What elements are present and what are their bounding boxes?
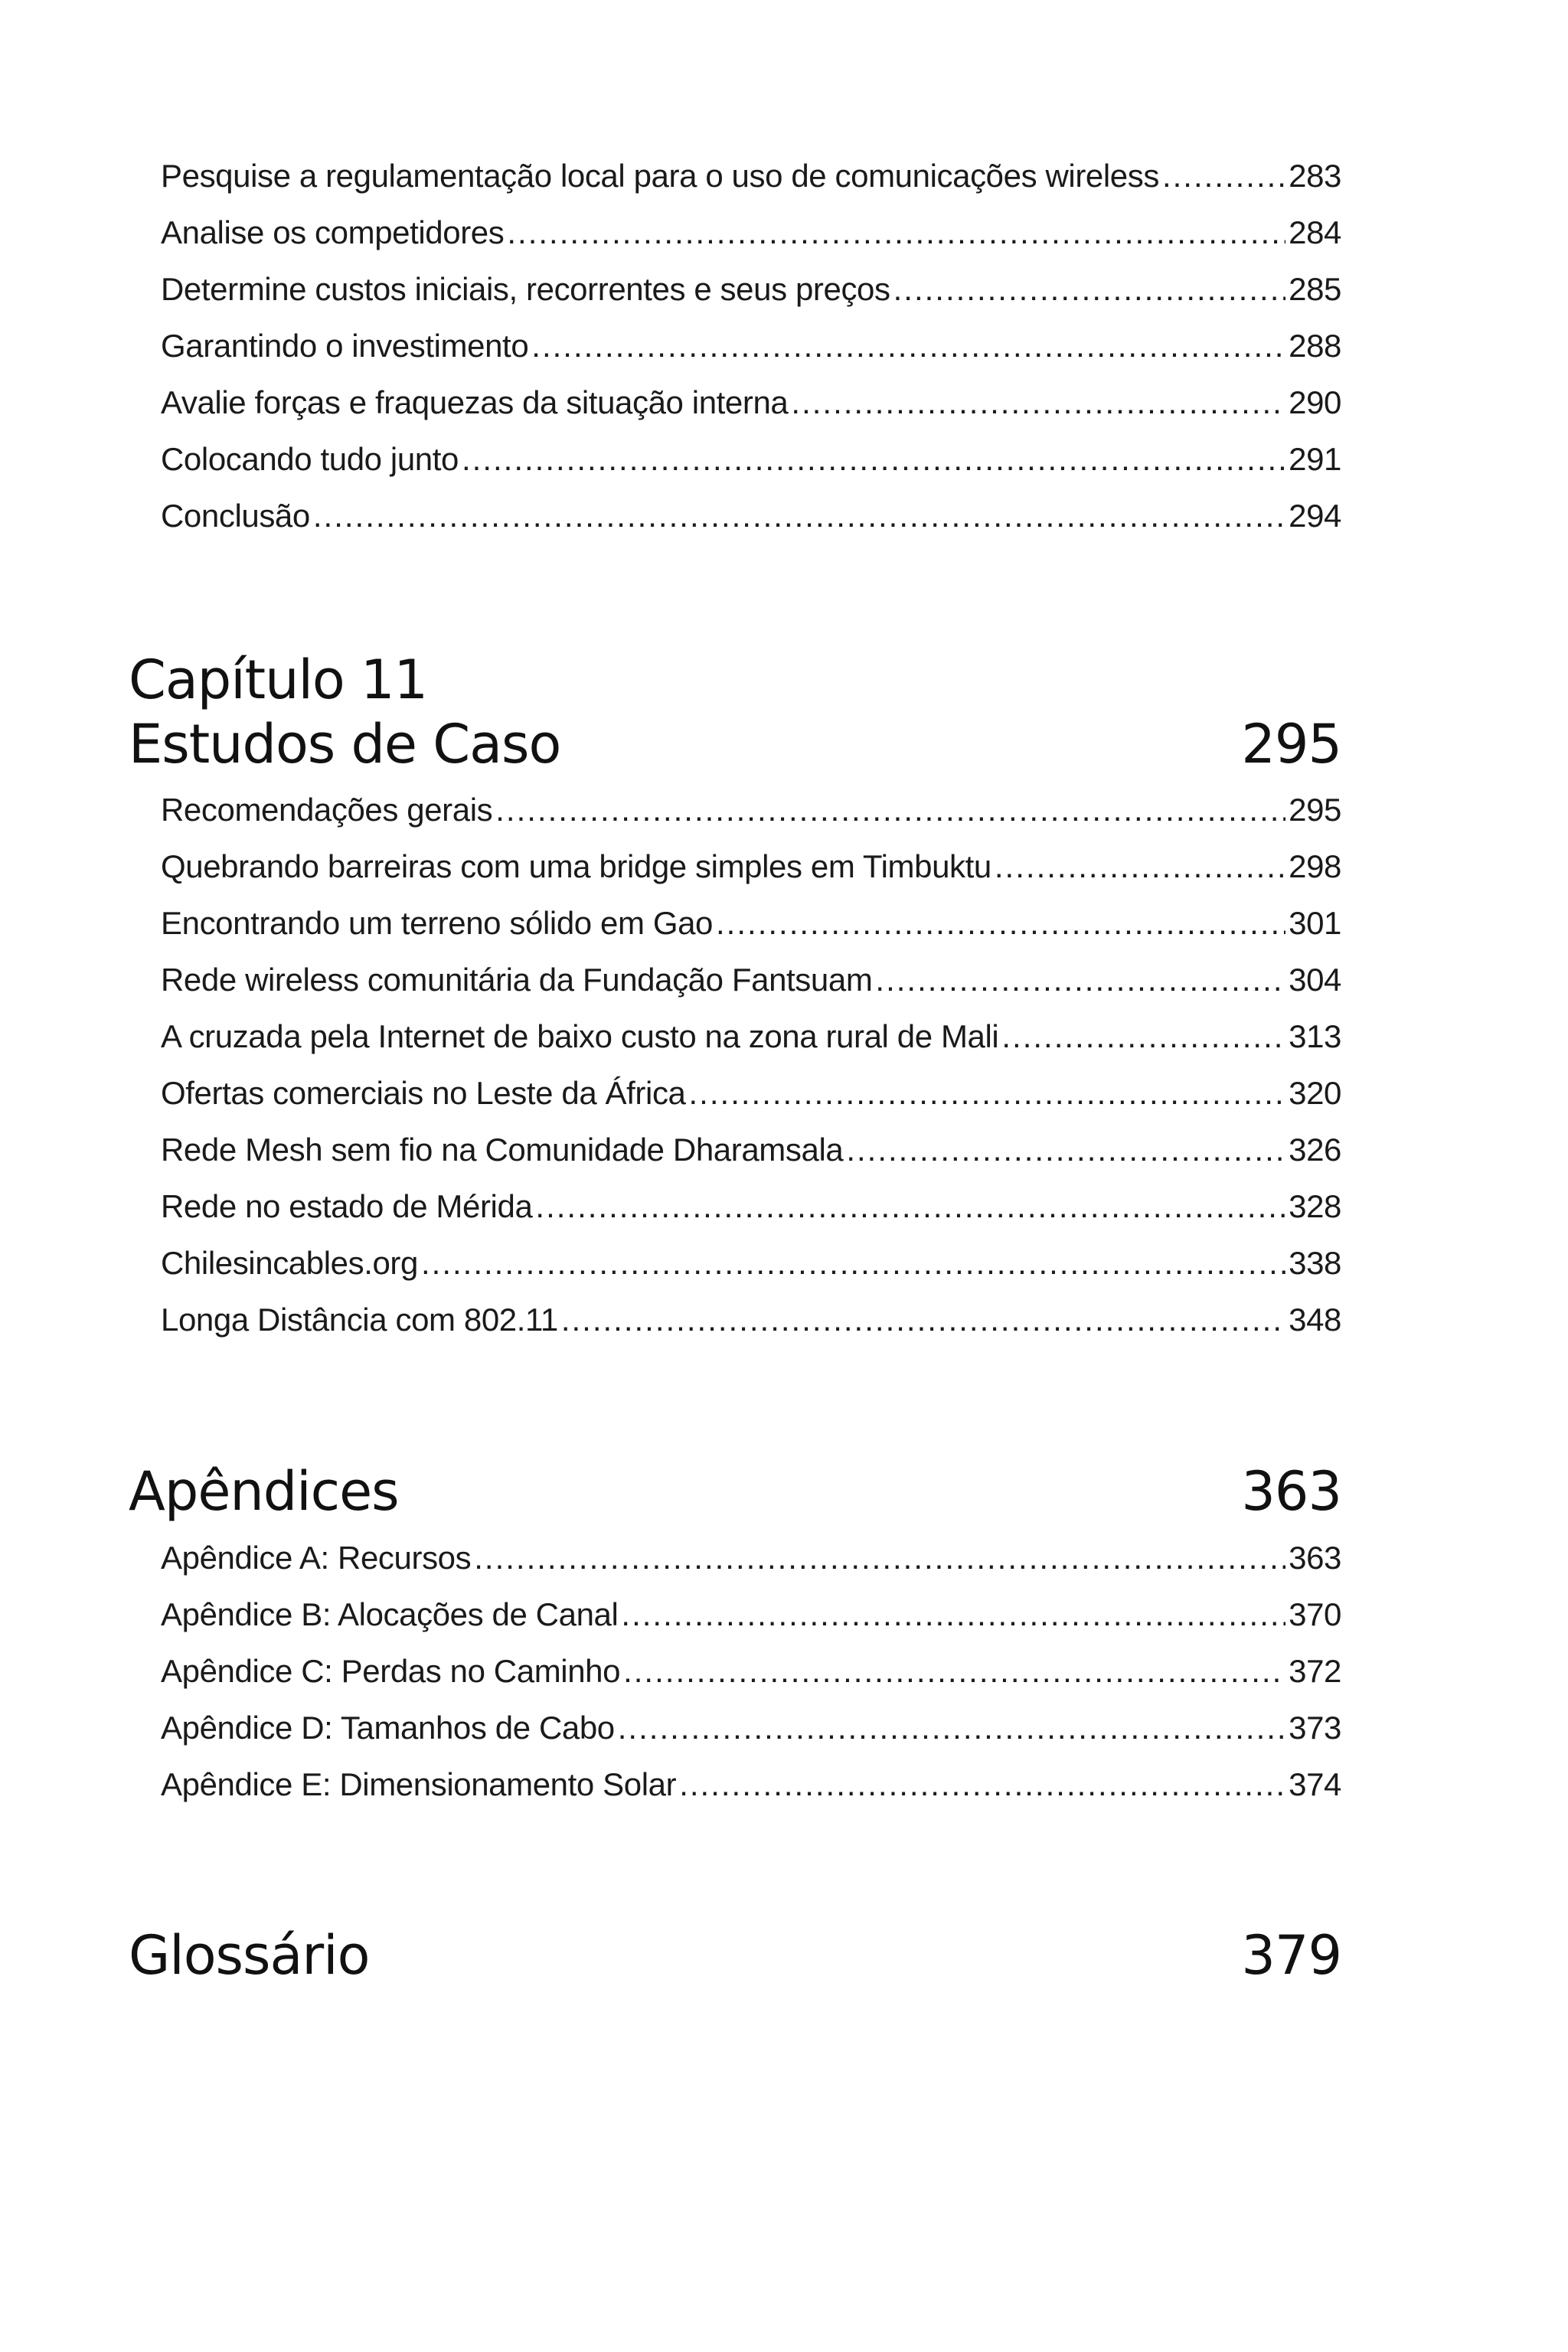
dot-leader	[561, 1292, 1285, 1348]
entry-page-number: 301	[1289, 905, 1341, 941]
entry-title: Avalie forças e fraquezas da situação interna	[161, 384, 789, 420]
glossary-heading[interactable]	[129, 1923, 1341, 1988]
glossary-title-line	[129, 1923, 1341, 1988]
entry-page-number: 313	[1289, 1018, 1341, 1054]
entry-page-number: 294	[1289, 498, 1341, 534]
toc-entry[interactable]	[161, 1122, 1341, 1178]
toc-entry[interactable]	[161, 261, 1341, 318]
entry-title: Recomendações gerais	[161, 792, 493, 828]
chapter-page-number: 295	[1241, 713, 1341, 776]
entry-page-number: 304	[1289, 962, 1341, 998]
dot-leader	[474, 1530, 1285, 1586]
toc-entry[interactable]	[161, 1008, 1341, 1065]
dot-leader	[462, 431, 1285, 488]
chapter-11-entry-list	[161, 782, 1341, 1348]
toc-entry[interactable]	[161, 1643, 1341, 1700]
dot-leader	[716, 895, 1285, 952]
entry-page-number: 291	[1289, 441, 1341, 477]
entry-page-number: 328	[1289, 1188, 1341, 1224]
entry-page-number: 298	[1289, 848, 1341, 884]
entry-title: Colocando tudo junto	[161, 441, 459, 477]
toc-entry[interactable]	[161, 1178, 1341, 1235]
appendices-title-line	[129, 1459, 1341, 1524]
entry-title: Apêndice A: Recursos	[161, 1540, 472, 1576]
entry-page-number: 374	[1289, 1766, 1341, 1802]
entry-title: Pesquise a regulamentação local para o uso de comunicações wireless	[161, 158, 1159, 194]
entry-page-number: 370	[1289, 1596, 1341, 1632]
glossary-title: Glossário	[129, 1924, 370, 1987]
toc-entry[interactable]	[161, 1292, 1341, 1348]
entry-title: A cruzada pela Internet de baixo custo na zona rural de Mali	[161, 1018, 999, 1054]
entry-title: Rede wireless comunitária da Fundação Fantsuam	[161, 962, 873, 998]
entry-page-number: 290	[1289, 384, 1341, 420]
chapter-title: Estudos de Caso	[129, 713, 561, 776]
dot-leader	[421, 1235, 1285, 1292]
dot-leader	[618, 1700, 1285, 1756]
toc-entry[interactable]	[161, 1700, 1341, 1756]
entry-page-number: 295	[1289, 792, 1341, 828]
dot-leader	[313, 488, 1285, 544]
entry-title: Rede Mesh sem fio na Comunidade Dharamsala	[161, 1132, 844, 1168]
dot-leader	[621, 1586, 1285, 1643]
entry-page-number: 283	[1289, 158, 1341, 194]
toc-entry[interactable]	[161, 838, 1341, 895]
entry-title: Apêndice E: Dimensionamento Solar	[161, 1766, 677, 1802]
glossary-page-number: 379	[1241, 1924, 1341, 1987]
entry-page-number: 348	[1289, 1302, 1341, 1338]
toc-entry[interactable]	[161, 782, 1341, 838]
toc-entry[interactable]	[161, 952, 1341, 1008]
toc-entry[interactable]	[161, 1235, 1341, 1292]
entry-title: Analise os competidores	[161, 214, 505, 250]
appendices-heading[interactable]	[129, 1459, 1341, 1524]
dot-leader	[1001, 1008, 1285, 1065]
dot-leader	[791, 374, 1285, 431]
entry-title: Longa Distância com 802.11	[161, 1302, 558, 1338]
dot-leader	[995, 838, 1285, 895]
toc-entry[interactable]	[161, 488, 1341, 544]
toc-entry[interactable]	[161, 374, 1341, 431]
dot-leader	[531, 318, 1285, 374]
dot-leader	[623, 1643, 1285, 1700]
entry-title: Encontrando um terreno sólido em Gao	[161, 905, 714, 941]
appendices-entry-list	[161, 1530, 1341, 1813]
entry-title: Ofertas comerciais no Leste da África	[161, 1075, 686, 1111]
entry-page-number: 372	[1289, 1653, 1341, 1689]
dot-leader	[507, 204, 1285, 261]
entry-title: Rede no estado de Mérida	[161, 1188, 533, 1224]
toc-entry[interactable]	[161, 1065, 1341, 1122]
toc-entry[interactable]	[161, 1756, 1341, 1813]
entry-page-number: 284	[1289, 214, 1341, 250]
chapter-label-line	[129, 648, 1341, 712]
chapter-label: Capítulo 11	[129, 648, 428, 711]
entry-title: Chilesincables.org	[161, 1245, 418, 1281]
chapter-title-line	[129, 712, 1341, 776]
dot-leader	[846, 1122, 1285, 1178]
entry-title: Garantindo o investimento	[161, 328, 529, 364]
chapter-11-heading[interactable]	[129, 648, 1341, 776]
entry-page-number: 288	[1289, 328, 1341, 364]
dot-leader	[893, 261, 1286, 318]
dot-leader	[495, 782, 1285, 838]
entry-title: Apêndice D: Tamanhos de Cabo	[161, 1710, 615, 1746]
entry-title: Determine custos iniciais, recorrentes e seus preços	[161, 271, 890, 307]
appendices-page-number: 363	[1241, 1460, 1341, 1523]
dot-leader	[875, 952, 1285, 1008]
dot-leader	[1162, 148, 1285, 204]
toc-entry[interactable]	[161, 1530, 1341, 1586]
toc-entry[interactable]	[161, 1586, 1341, 1643]
toc-entry[interactable]	[161, 431, 1341, 488]
toc-entry[interactable]	[161, 204, 1341, 261]
entry-page-number: 326	[1289, 1132, 1341, 1168]
dot-leader	[535, 1178, 1285, 1235]
entry-page-number: 320	[1289, 1075, 1341, 1111]
dot-leader	[679, 1756, 1285, 1813]
entry-page-number: 285	[1289, 271, 1341, 307]
dot-leader	[689, 1065, 1286, 1122]
appendices-title: Apêndices	[129, 1460, 399, 1523]
entry-page-number: 363	[1289, 1540, 1341, 1576]
entry-title: Apêndice B: Alocações de Canal	[161, 1596, 619, 1632]
entry-page-number: 373	[1289, 1710, 1341, 1746]
intro-entry-list	[161, 148, 1341, 544]
toc-entry[interactable]	[161, 318, 1341, 374]
toc-entry[interactable]	[161, 895, 1341, 952]
toc-entry[interactable]	[161, 148, 1341, 204]
entry-title: Apêndice C: Perdas no Caminho	[161, 1653, 621, 1689]
entry-title: Conclusão	[161, 498, 310, 534]
entry-title: Quebrando barreiras com uma bridge simples em Timbuktu	[161, 848, 991, 884]
entry-page-number: 338	[1289, 1245, 1341, 1281]
